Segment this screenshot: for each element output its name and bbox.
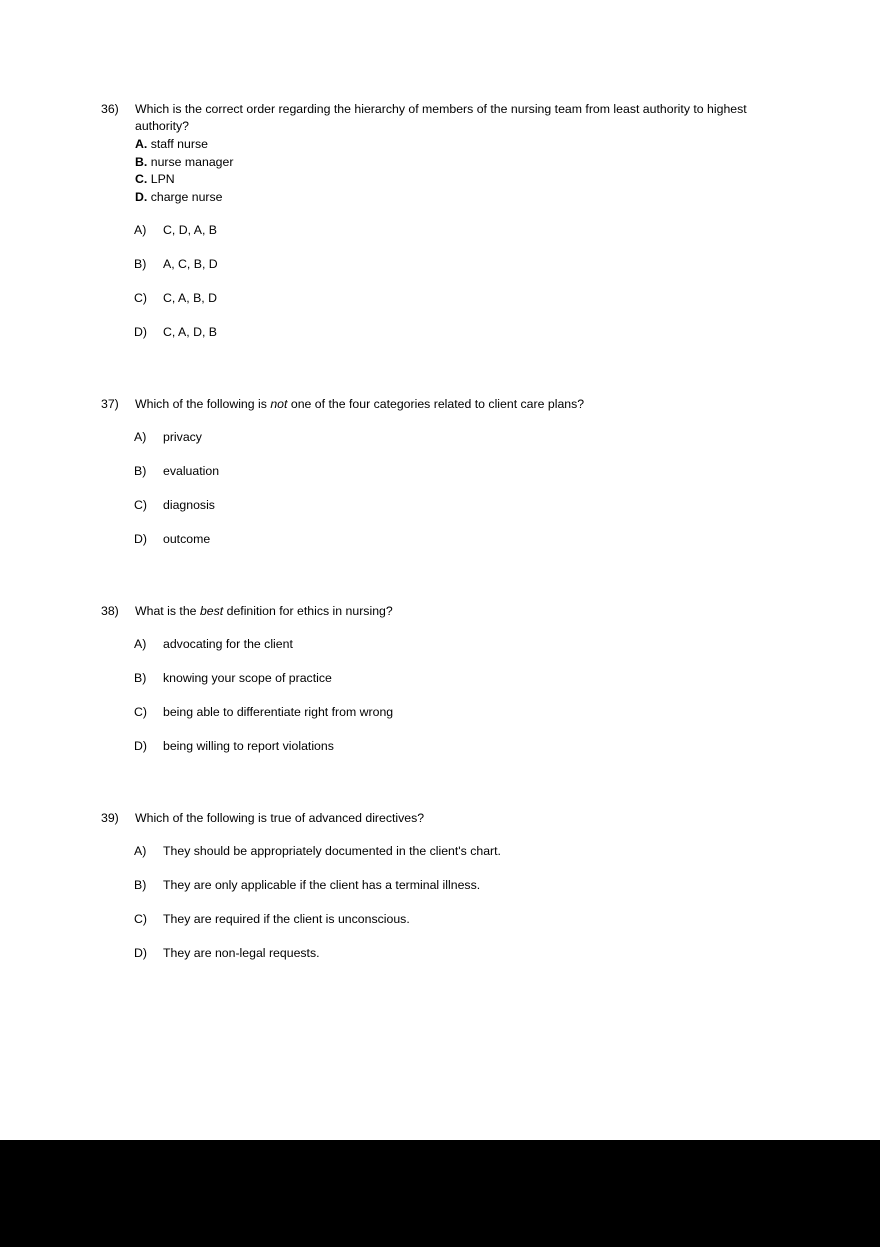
question-stem: [135, 101, 801, 135]
choice-letter: B): [134, 671, 147, 685]
choice-text: being able to differentiate right from wrong: [163, 705, 394, 719]
choice-option[interactable]: [101, 497, 801, 514]
choice-letter: A): [134, 223, 147, 237]
choice-text: diagnosis: [163, 498, 215, 512]
page-footer-bar: [0, 1140, 880, 1247]
sublist-item-label: A.: [135, 137, 148, 151]
question-stem-part2: one of the four categories related to client care plans?: [287, 397, 585, 411]
choice-option[interactable]: [101, 256, 801, 273]
question-36-sublist: [135, 136, 801, 206]
choice-option[interactable]: [101, 911, 801, 928]
choice-letter: D): [134, 325, 147, 339]
choice-text: privacy: [163, 430, 202, 444]
question-stem-emphasis: not: [270, 397, 288, 411]
choice-option[interactable]: [101, 945, 801, 962]
choice-text: They are non-legal requests.: [163, 946, 320, 960]
question-list: [101, 101, 801, 979]
choice-letter: A): [134, 844, 147, 858]
question-36: [101, 101, 801, 341]
choice-option[interactable]: [101, 670, 801, 687]
choice-letter: B): [134, 464, 147, 478]
sublist-item-text: nurse manager: [150, 154, 234, 169]
choice-letter: D): [134, 739, 147, 753]
sublist-item: [135, 171, 801, 189]
choice-text: being willing to report violations: [163, 739, 334, 753]
choice-option[interactable]: [101, 531, 801, 548]
sublist-item-label: D.: [135, 189, 148, 204]
spacer: [101, 772, 801, 810]
spacer: [101, 565, 801, 603]
question-number: 36): [101, 102, 119, 116]
choice-letter: C): [134, 498, 147, 512]
question-stem: [135, 396, 801, 413]
question-37: [101, 396, 801, 548]
question-38: [101, 603, 801, 755]
question-stem-part2: definition for ethics in nursing?: [223, 604, 393, 618]
question-stem: [135, 810, 801, 827]
question-stem-part1: What is the: [135, 604, 200, 618]
sublist-item: [135, 154, 801, 172]
choice-letter: C): [134, 705, 147, 719]
choice-option[interactable]: [101, 463, 801, 480]
question-36-choices: [101, 222, 801, 341]
choice-letter: B): [134, 257, 147, 271]
choice-text: knowing your scope of practice: [163, 671, 332, 685]
choice-text: They are only applicable if the client has a terminal illness.: [163, 878, 481, 892]
choice-text: outcome: [163, 532, 211, 546]
sublist-item-text: charge nurse: [150, 189, 223, 204]
sublist-item-label: B.: [135, 154, 148, 169]
question-number: 39): [101, 811, 119, 825]
choice-text: C, A, B, D: [163, 291, 217, 305]
choice-text: advocating for the client: [163, 637, 293, 651]
choice-letter: D): [134, 532, 147, 546]
question-39: [101, 810, 801, 962]
spacer: [101, 358, 801, 396]
question-37-choices: [101, 429, 801, 548]
question-stem-part1: Which is the correct order regarding the hierarchy of members of the nursing team from least authority to highest authority?: [135, 102, 747, 133]
question-stem-part1: Which of the following is true of advanced directives?: [135, 811, 425, 825]
sublist-item-text: LPN: [150, 172, 175, 186]
choice-letter: B): [134, 878, 147, 892]
question-stem-emphasis: best: [199, 604, 224, 618]
question-stem-row: [101, 603, 801, 620]
choice-option[interactable]: [101, 636, 801, 653]
choice-option[interactable]: [101, 738, 801, 755]
sublist-item: [135, 189, 801, 207]
question-stem-row: [101, 396, 801, 413]
choice-text: They are required if the client is unconscious.: [163, 912, 410, 926]
choice-option[interactable]: [101, 290, 801, 307]
choice-text: C, D, A, B: [163, 223, 217, 237]
choice-option[interactable]: [101, 877, 801, 894]
question-stem-row: [101, 101, 801, 135]
choice-letter: A): [134, 637, 147, 651]
choice-letter: C): [134, 291, 147, 305]
choice-option[interactable]: [101, 704, 801, 721]
question-stem-row: [101, 810, 801, 827]
choice-option[interactable]: [101, 222, 801, 239]
choice-letter: A): [134, 430, 147, 444]
choice-option[interactable]: [101, 429, 801, 446]
sublist-item: [135, 136, 801, 154]
question-number: 38): [101, 604, 119, 618]
question-stem-part1: Which of the following is: [135, 397, 271, 411]
sublist-item-label: C.: [135, 172, 148, 186]
question-number: 37): [101, 397, 119, 411]
question-39-choices: [101, 843, 801, 962]
choice-text: A, C, B, D: [163, 257, 218, 271]
question-stem: [135, 603, 801, 620]
choice-option[interactable]: [101, 843, 801, 860]
choice-letter: D): [134, 946, 147, 960]
choice-text: They should be appropriately documented in the client's chart.: [163, 844, 501, 858]
choice-text: evaluation: [163, 464, 220, 478]
question-38-choices: [101, 636, 801, 755]
choice-text: C, A, D, B: [163, 325, 217, 339]
choice-letter: C): [134, 912, 147, 926]
choice-option[interactable]: [101, 324, 801, 341]
sublist-item-text: staff nurse: [150, 137, 208, 151]
